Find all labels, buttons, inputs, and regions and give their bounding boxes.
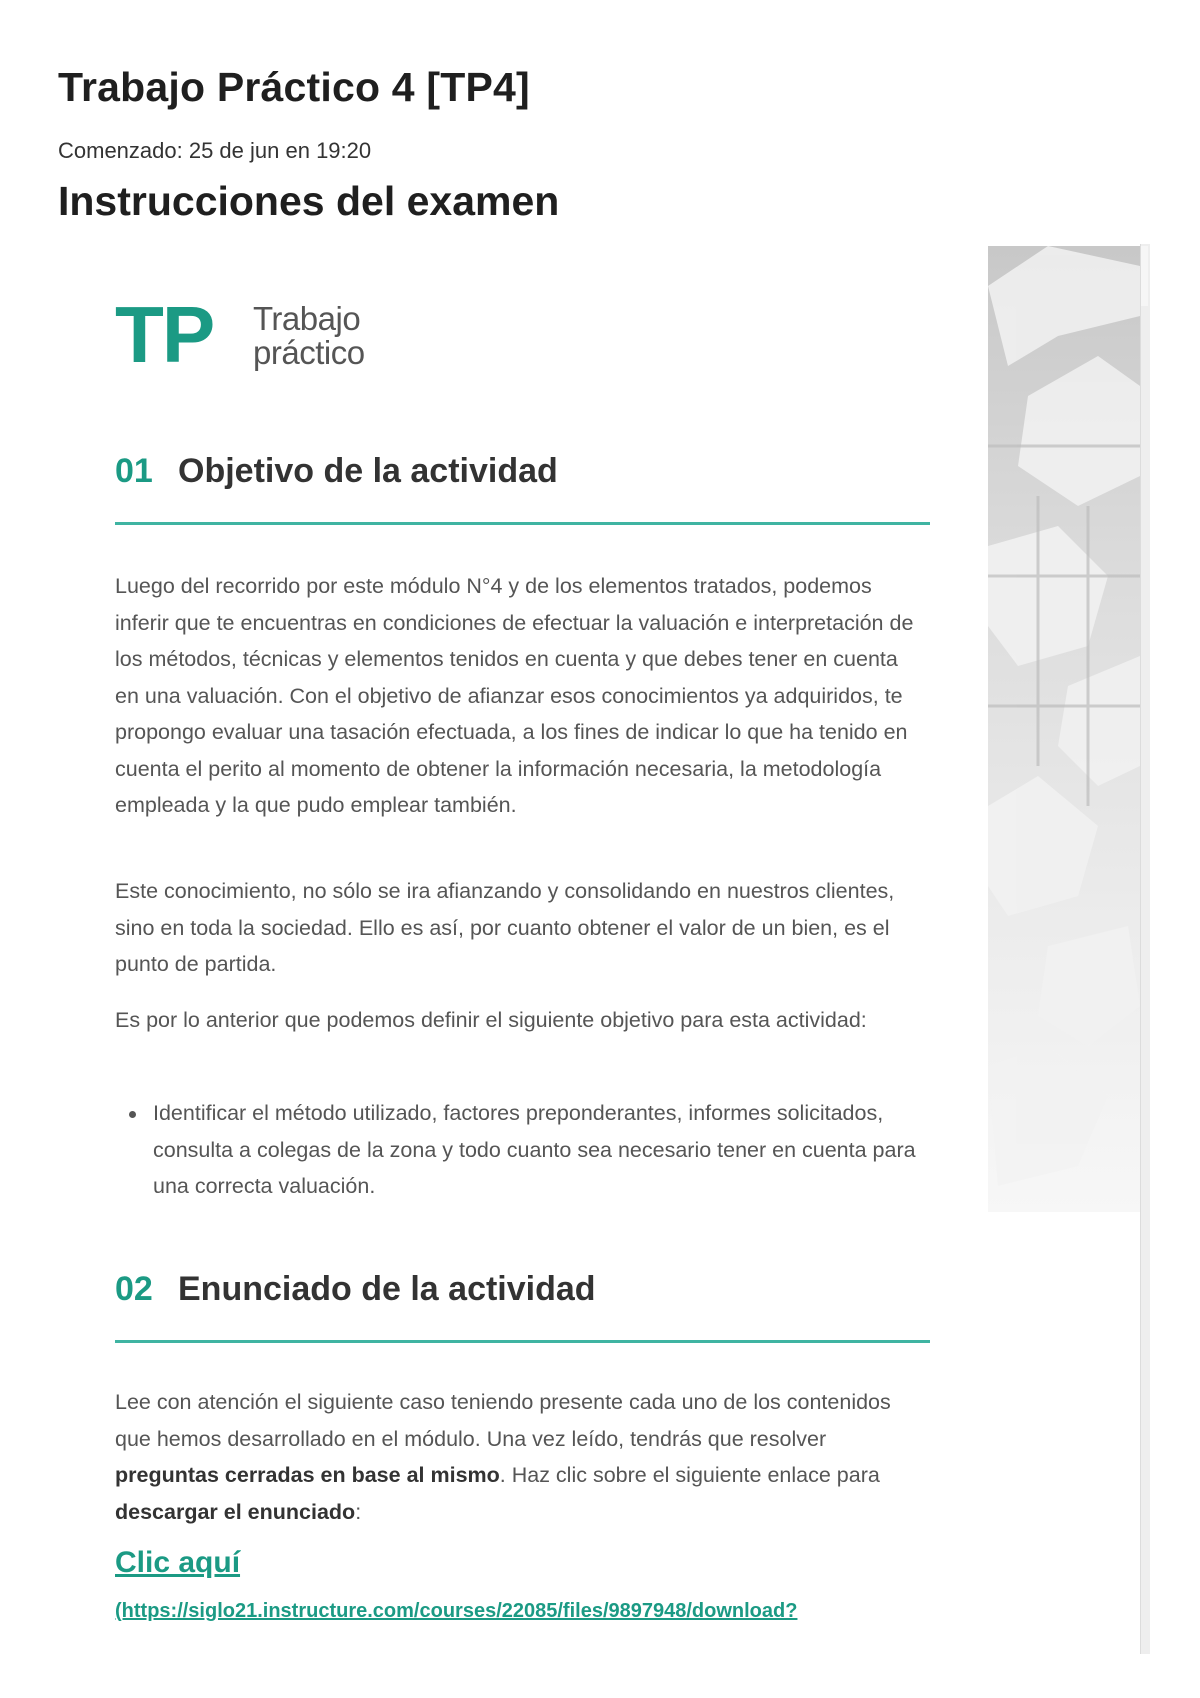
- vertical-scrollbar[interactable]: [1140, 244, 1150, 1654]
- page-title: Trabajo Práctico 4 [TP4]: [58, 64, 530, 110]
- list-item: Identificar el método utilizado, factores preponderantes, informes solicitados, consulta a colegas de la zona y todo cuanto sea necesario tener en cuenta para una correcta valuación.: [115, 1095, 930, 1205]
- section-number: 01: [115, 452, 153, 490]
- section-02-heading: [115, 1270, 930, 1343]
- scrollbar-thumb[interactable]: [1141, 246, 1148, 306]
- section-number: 02: [115, 1270, 153, 1308]
- started-timestamp: Comenzado: 25 de jun en 19:20: [58, 138, 372, 163]
- section-01-heading: [115, 452, 930, 525]
- concrete-pattern-graphic: [988, 246, 1140, 1212]
- statement-text-c: :: [355, 1499, 362, 1524]
- instructions-title: Instrucciones del examen: [58, 178, 560, 224]
- statement-bold-b: descargar el enunciado: [115, 1499, 356, 1524]
- decorative-architecture-image: [988, 246, 1140, 1212]
- objective-paragraph-3: Es por lo anterior que podemos definir el siguiente objetivo para esta actividad:: [115, 1008, 867, 1032]
- download-url-link[interactable]: (https://siglo21.instructure.com/courses/22085/files/9897948/download?: [115, 1600, 798, 1622]
- tp-logo-mark: TP: [115, 290, 214, 379]
- statement-paragraph: [115, 1384, 925, 1530]
- statement-text-b: . Haz clic sobre el siguiente enlace para: [499, 1463, 880, 1487]
- statement-text-a: Lee con atención el siguiente caso teniendo presente cada uno de los contenidos que hemos desarrollado en el módulo. Una vez leído, tendrás que resolver: [115, 1390, 891, 1451]
- section-heading-text: Objetivo de la actividad: [178, 452, 558, 490]
- objective-paragraph-1: Luego del recorrido por este módulo N°4 y de los elementos tratados, podemos inferir que te encuentras en condiciones de efectuar la valuación e interpretación de los métodos, técnicas y elementos tenidos en cuenta y que debes tener en cuenta en una valuación. Con el objetivo de afianzar esos conocimientos ya adquiridos, te propongo evaluar una tasación efectuada, a los fines de indicar lo que ha tenido en cuenta el perito al momento de obtener la información necesaria, la metodología empleada y la que pudo emplear también.: [115, 574, 914, 817]
- statement-bold-a: preguntas cerradas en base al mismo: [115, 1463, 500, 1487]
- download-link[interactable]: Clic aquí: [115, 1546, 241, 1579]
- objective-bullet-list: [115, 1095, 930, 1205]
- objective-paragraph-2: Este conocimiento, no sólo se ira afianzando y consolidando en nuestros clientes, sino en toda la sociedad. Ello es así, por cuanto obtener el valor de un bien, es el punto de partida.: [115, 879, 895, 976]
- section-heading-text: Enunciado de la actividad: [178, 1270, 596, 1308]
- tp-logo-word-practico: práctico: [253, 334, 365, 371]
- tp-logo-word-trabajo: Trabajo: [253, 300, 361, 337]
